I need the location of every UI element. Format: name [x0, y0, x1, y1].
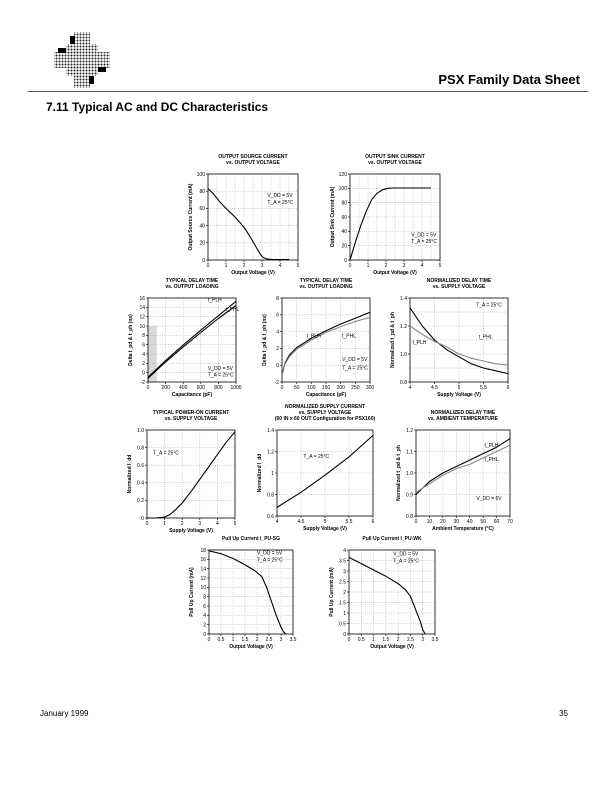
- annotation: t_PHL: [478, 334, 493, 341]
- x-tick-label: 4: [408, 385, 412, 391]
- x-tick-label: 0: [145, 521, 149, 527]
- y-tick-label: 8: [276, 295, 279, 302]
- y-tick-label: 4: [142, 351, 145, 358]
- x-tick-label: 3: [198, 521, 202, 527]
- y-tick-label: 8: [142, 333, 145, 340]
- x-tick-label: 6: [371, 519, 375, 525]
- x-tick-label: 400: [179, 385, 188, 391]
- y-tick-label: 1: [271, 470, 274, 477]
- y-axis-label: Normalized I_dd: [127, 454, 133, 494]
- y-tick-label: 6: [203, 603, 206, 610]
- annotation: T_A = 25°C: [393, 558, 419, 565]
- x-tick-label: 300: [365, 385, 375, 391]
- x-tick-label: 1: [224, 263, 228, 269]
- x-tick-label: 0: [348, 263, 352, 269]
- y-tick-label: 1.1: [406, 449, 413, 456]
- y-tick-label: 1.2: [267, 449, 274, 456]
- x-tick-label: 0: [146, 385, 150, 391]
- company-logo: [52, 30, 112, 90]
- y-tick-label: 4: [276, 329, 279, 336]
- x-axis-label: Output Voltage (V): [370, 644, 414, 650]
- y-tick-label: 40: [341, 229, 347, 236]
- x-tick-label: 5: [233, 521, 237, 527]
- y-axis-label: Pull Up Current (mA): [189, 567, 195, 617]
- y-tick-label: 2: [203, 622, 206, 629]
- x-tick-label: 200: [336, 385, 345, 391]
- y-tick-label: 1.0: [400, 351, 407, 358]
- chart-title: vs. OUTPUT LOADING: [299, 284, 353, 290]
- x-tick-label: 4: [275, 519, 279, 525]
- x-tick-label: 1.5: [382, 637, 390, 643]
- x-tick-label: 3.5: [431, 637, 439, 643]
- x-tick-label: 2: [384, 263, 388, 269]
- x-axis-label: Output Voltage (V): [231, 270, 275, 276]
- y-tick-label: 0: [276, 363, 279, 369]
- series-line-t-phl: [416, 445, 510, 492]
- x-tick-label: 4: [216, 521, 219, 527]
- y-tick-label: 0.8: [137, 445, 144, 452]
- document-title: PSX Family Data Sheet: [438, 72, 580, 87]
- y-tick-label: 0: [141, 515, 144, 522]
- y-tick-label: 10: [139, 323, 145, 330]
- y-tick-label: 4: [203, 613, 206, 620]
- y-axis-label: Normalized t_pd & t_ph: [396, 445, 402, 501]
- x-tick-label: 0.5: [357, 637, 365, 643]
- y-tick-label: 20: [341, 243, 347, 250]
- y-tick-label: 120: [338, 171, 347, 178]
- y-tick-label: 1.2: [406, 427, 413, 434]
- y-tick-label: 1.0: [137, 427, 144, 434]
- chart-title: vs. OUTPUT VOLTAGE: [368, 160, 422, 166]
- y-tick-label: 1.4: [267, 427, 274, 434]
- y-tick-label: 1: [343, 610, 346, 617]
- x-tick-label: 4.5: [431, 385, 438, 391]
- annotation: T_A = 25°C: [207, 372, 234, 379]
- chart-power-on-current: [125, 410, 245, 535]
- page-number: 35: [559, 709, 568, 718]
- x-tick-label: 5: [438, 263, 442, 269]
- y-tick-label: -2: [140, 379, 145, 386]
- section-title: 7.11 Typical AC and DC Characteristics: [46, 100, 269, 114]
- annotation: T_A = 25°C: [153, 450, 179, 457]
- annotation: V_DD = 5V: [411, 232, 437, 239]
- y-tick-label: 14: [200, 566, 206, 573]
- y-tick-label: 0.9: [406, 492, 413, 499]
- x-axis-label: Supply Voltage (V): [303, 526, 347, 532]
- y-tick-label: 80: [341, 200, 347, 207]
- x-axis-label: Supply Voltage (V): [169, 528, 213, 534]
- x-tick-label: 0: [207, 637, 211, 643]
- x-tick-label: 5.5: [345, 519, 353, 525]
- y-axis-label: Output Sink Current (mA): [330, 186, 336, 248]
- y-tick-label: 100: [196, 171, 205, 178]
- x-tick-label: 20: [440, 519, 446, 525]
- annotation: t_PLH: [306, 333, 321, 340]
- x-tick-label: 10: [426, 519, 433, 525]
- chart-title: OUTPUT SOURCE CURRENT: [218, 154, 288, 160]
- annotation: V_DD = 5V: [257, 550, 283, 557]
- annotation: T_A = 25°C: [267, 200, 294, 207]
- x-tick-label: 4: [420, 263, 424, 269]
- annotation: T_A = 25°C: [411, 238, 437, 245]
- y-tick-label: 10: [200, 585, 206, 592]
- y-tick-label: 0.2: [137, 498, 144, 505]
- y-axis-label: Normalized t_pd & t_ph: [390, 312, 396, 368]
- x-tick-label: 600: [196, 385, 205, 391]
- plot-frame: [147, 430, 235, 518]
- annotation: T_A = 25°C: [342, 365, 368, 372]
- x-tick-label: 50: [293, 385, 300, 391]
- x-tick-label: 6: [506, 385, 510, 391]
- x-axis-label: Supply Voltage (V): [437, 392, 481, 398]
- annotation: T_A = 25°C: [303, 453, 330, 460]
- x-tick-label: 2: [180, 521, 184, 527]
- x-tick-label: 2: [242, 263, 246, 269]
- y-tick-label: 0.8: [267, 492, 274, 499]
- chart-output-sink-current: [312, 150, 462, 282]
- y-tick-label: 18: [200, 547, 206, 554]
- annotation: t_PHL: [484, 457, 499, 464]
- y-tick-label: 12: [200, 575, 206, 582]
- x-tick-label: 60: [493, 519, 500, 525]
- x-tick-label: 70: [507, 519, 513, 525]
- chart-pull-up-current-wk: [325, 536, 447, 656]
- y-tick-label: 60: [341, 214, 347, 221]
- y-tick-label: 6: [276, 312, 279, 319]
- y-tick-label: 4: [343, 547, 346, 554]
- x-tick-label: 800: [214, 385, 223, 391]
- x-tick-label: 2.5: [265, 637, 273, 643]
- annotation: t_PHL: [225, 307, 240, 314]
- y-tick-label: 20: [199, 240, 205, 247]
- y-tick-label: 0.6: [137, 463, 144, 469]
- chart-title: NORMALIZED SUPPLY CURRENT: [284, 404, 366, 410]
- x-tick-label: 5: [323, 519, 327, 525]
- series-line-i-pu: [349, 557, 425, 634]
- x-tick-label: 1: [231, 637, 235, 643]
- x-axis-label: Capacitance (pF): [171, 392, 213, 398]
- y-axis-label: Delta t_pd & t_ph (ns): [262, 314, 268, 366]
- annotation: T_A = 25°C: [257, 557, 283, 564]
- x-tick-label: 200: [161, 385, 170, 391]
- chart-title: TYPICAL DELAY TIME: [299, 278, 353, 284]
- series-line-i-dd: [147, 432, 235, 518]
- y-axis-label: Normalized I_dd: [257, 453, 263, 493]
- chart-title: vs. AMBIENT TEMPERATURE: [427, 416, 499, 422]
- x-tick-label: 5: [296, 263, 300, 269]
- x-tick-label: 4.5: [297, 519, 305, 525]
- x-tick-label: 100: [307, 385, 316, 391]
- chart-title: OUTPUT SINK CURRENT: [365, 154, 425, 160]
- chart-title: NORMALIZED DELAY TIME: [426, 278, 492, 284]
- y-axis-label: Output Source Current (mA): [188, 183, 194, 251]
- x-axis-label: Output Voltage (V): [373, 270, 417, 276]
- chart-title: TYPICAL DELAY TIME: [165, 278, 219, 284]
- y-tick-label: 12: [139, 314, 145, 321]
- x-tick-label: 5.5: [480, 385, 487, 391]
- annotation: V_DD = 5V: [207, 365, 233, 372]
- annotation: T_A = 25°C: [476, 302, 502, 309]
- y-tick-label: 40: [199, 223, 205, 230]
- x-tick-label: 3: [421, 637, 425, 643]
- x-tick-label: 0: [414, 519, 418, 525]
- chart-delay-vs-temperature: [392, 404, 512, 536]
- y-axis-label: Pull Up Current (mA): [329, 567, 335, 617]
- y-tick-label: 8: [203, 594, 206, 601]
- y-tick-label: 0: [202, 257, 205, 264]
- y-tick-label: 2: [142, 361, 145, 368]
- y-tick-label: 0.8: [400, 379, 407, 386]
- x-tick-label: 3: [260, 263, 264, 269]
- y-tick-label: 0: [343, 631, 346, 638]
- chart-title: vs. OUTPUT LOADING: [165, 284, 219, 290]
- y-axis-label: Delta t_pd & t_ph (ns): [128, 314, 134, 366]
- x-tick-label: 1: [372, 637, 375, 643]
- y-tick-label: 0.5: [339, 621, 346, 628]
- chart-title: NORMALIZED DELAY TIME: [430, 410, 496, 416]
- annotation: V_DD = 5V: [342, 357, 368, 363]
- y-tick-label: 3.5: [339, 558, 346, 565]
- x-axis-label: Ambient Temperature (°C): [432, 526, 494, 532]
- chart-title: vs. SUPPLY VOLTAGE: [164, 416, 218, 422]
- chart-title: vs. SUPPLY VOLTAGE: [432, 284, 486, 290]
- chart-delay-vs-supply-voltage: [392, 278, 512, 406]
- y-tick-label: 2: [276, 346, 279, 353]
- x-tick-label: 3: [402, 263, 406, 269]
- x-tick-label: 0: [280, 385, 284, 391]
- y-tick-label: 1.2: [400, 323, 407, 330]
- x-tick-label: 3.5: [289, 637, 297, 643]
- x-axis-label: Output Voltage (V): [229, 644, 273, 650]
- y-tick-label: 0: [344, 257, 347, 264]
- annotation: t_PLH: [484, 443, 499, 450]
- header-rule: [28, 91, 588, 92]
- y-tick-label: 16: [200, 557, 206, 564]
- chart-title: Pull Up Current I_PU-WK: [362, 536, 422, 542]
- x-tick-label: 4: [278, 263, 282, 269]
- y-tick-label: 100: [338, 186, 347, 193]
- chart-title: vs. SUPPLY VOLTAGE: [298, 410, 352, 416]
- y-tick-label: 6: [142, 342, 145, 349]
- y-tick-label: 14: [139, 305, 145, 312]
- chart-delay-vs-loading-300pf: [259, 278, 379, 406]
- chart-supply-current: [259, 404, 379, 536]
- chart-title: vs. OUTPUT VOLTAGE: [226, 160, 280, 166]
- y-tick-label: 2.5: [339, 579, 346, 586]
- y-tick-label: 0.8: [406, 513, 413, 520]
- chart-title: TYPICAL POWER-ON CURRENT: [152, 410, 230, 416]
- x-tick-label: 150: [321, 385, 331, 391]
- annotation: t_PLH: [412, 340, 427, 347]
- annotation: V_DD = 5V: [393, 551, 419, 558]
- chart-title: Pull Up Current I_PU-SG: [221, 536, 281, 542]
- x-tick-label: 3: [279, 637, 283, 643]
- x-tick-label: 1: [163, 521, 166, 527]
- x-tick-label: 30: [453, 519, 460, 525]
- annotation: V_DD = 5V: [267, 193, 293, 200]
- annotation: t_PHL: [342, 333, 357, 340]
- chart-output-source-current: [170, 150, 320, 282]
- y-tick-label: 60: [199, 206, 205, 213]
- series-line-sink: [350, 188, 431, 260]
- y-tick-label: -2: [274, 379, 279, 386]
- x-tick-label: 2.5: [406, 637, 414, 643]
- x-tick-label: 50: [480, 519, 486, 525]
- y-tick-label: 3: [343, 568, 346, 575]
- y-tick-label: 0: [142, 370, 145, 377]
- chart-pull-up-current-sg: [185, 536, 305, 656]
- y-tick-label: 0.4: [137, 480, 144, 487]
- x-tick-label: 250: [351, 385, 360, 391]
- y-tick-label: 1.4: [400, 295, 407, 302]
- y-tick-label: 0: [203, 631, 206, 638]
- annotation: t_PLH: [207, 297, 222, 304]
- x-tick-label: 0: [347, 637, 351, 643]
- x-axis-label: Capacitance (pF): [305, 392, 347, 398]
- y-tick-label: 1.5: [339, 600, 346, 607]
- y-tick-label: 1.0: [406, 470, 413, 477]
- x-tick-label: 0: [206, 263, 210, 269]
- annotation: V_DD = 5V: [476, 495, 502, 502]
- x-tick-label: 40: [466, 519, 473, 525]
- y-tick-label: 2: [343, 589, 346, 596]
- x-tick-label: 0.5: [217, 637, 225, 643]
- y-tick-label: 16: [139, 295, 145, 302]
- y-tick-label: 80: [199, 189, 205, 195]
- x-tick-label: 1: [366, 263, 370, 269]
- x-tick-label: 1000: [230, 385, 242, 391]
- footer-date: January 1999: [40, 709, 89, 718]
- y-tick-label: 0.6: [267, 513, 274, 520]
- chart-delay-vs-loading-1000pf: [125, 278, 245, 406]
- x-tick-label: 2: [396, 637, 400, 643]
- x-tick-label: 1.5: [241, 637, 249, 643]
- x-tick-label: 5: [457, 385, 461, 391]
- chart-title: (60 IN x 60 OUT Configuration for PSX160): [274, 416, 376, 422]
- x-tick-label: 2: [255, 637, 259, 643]
